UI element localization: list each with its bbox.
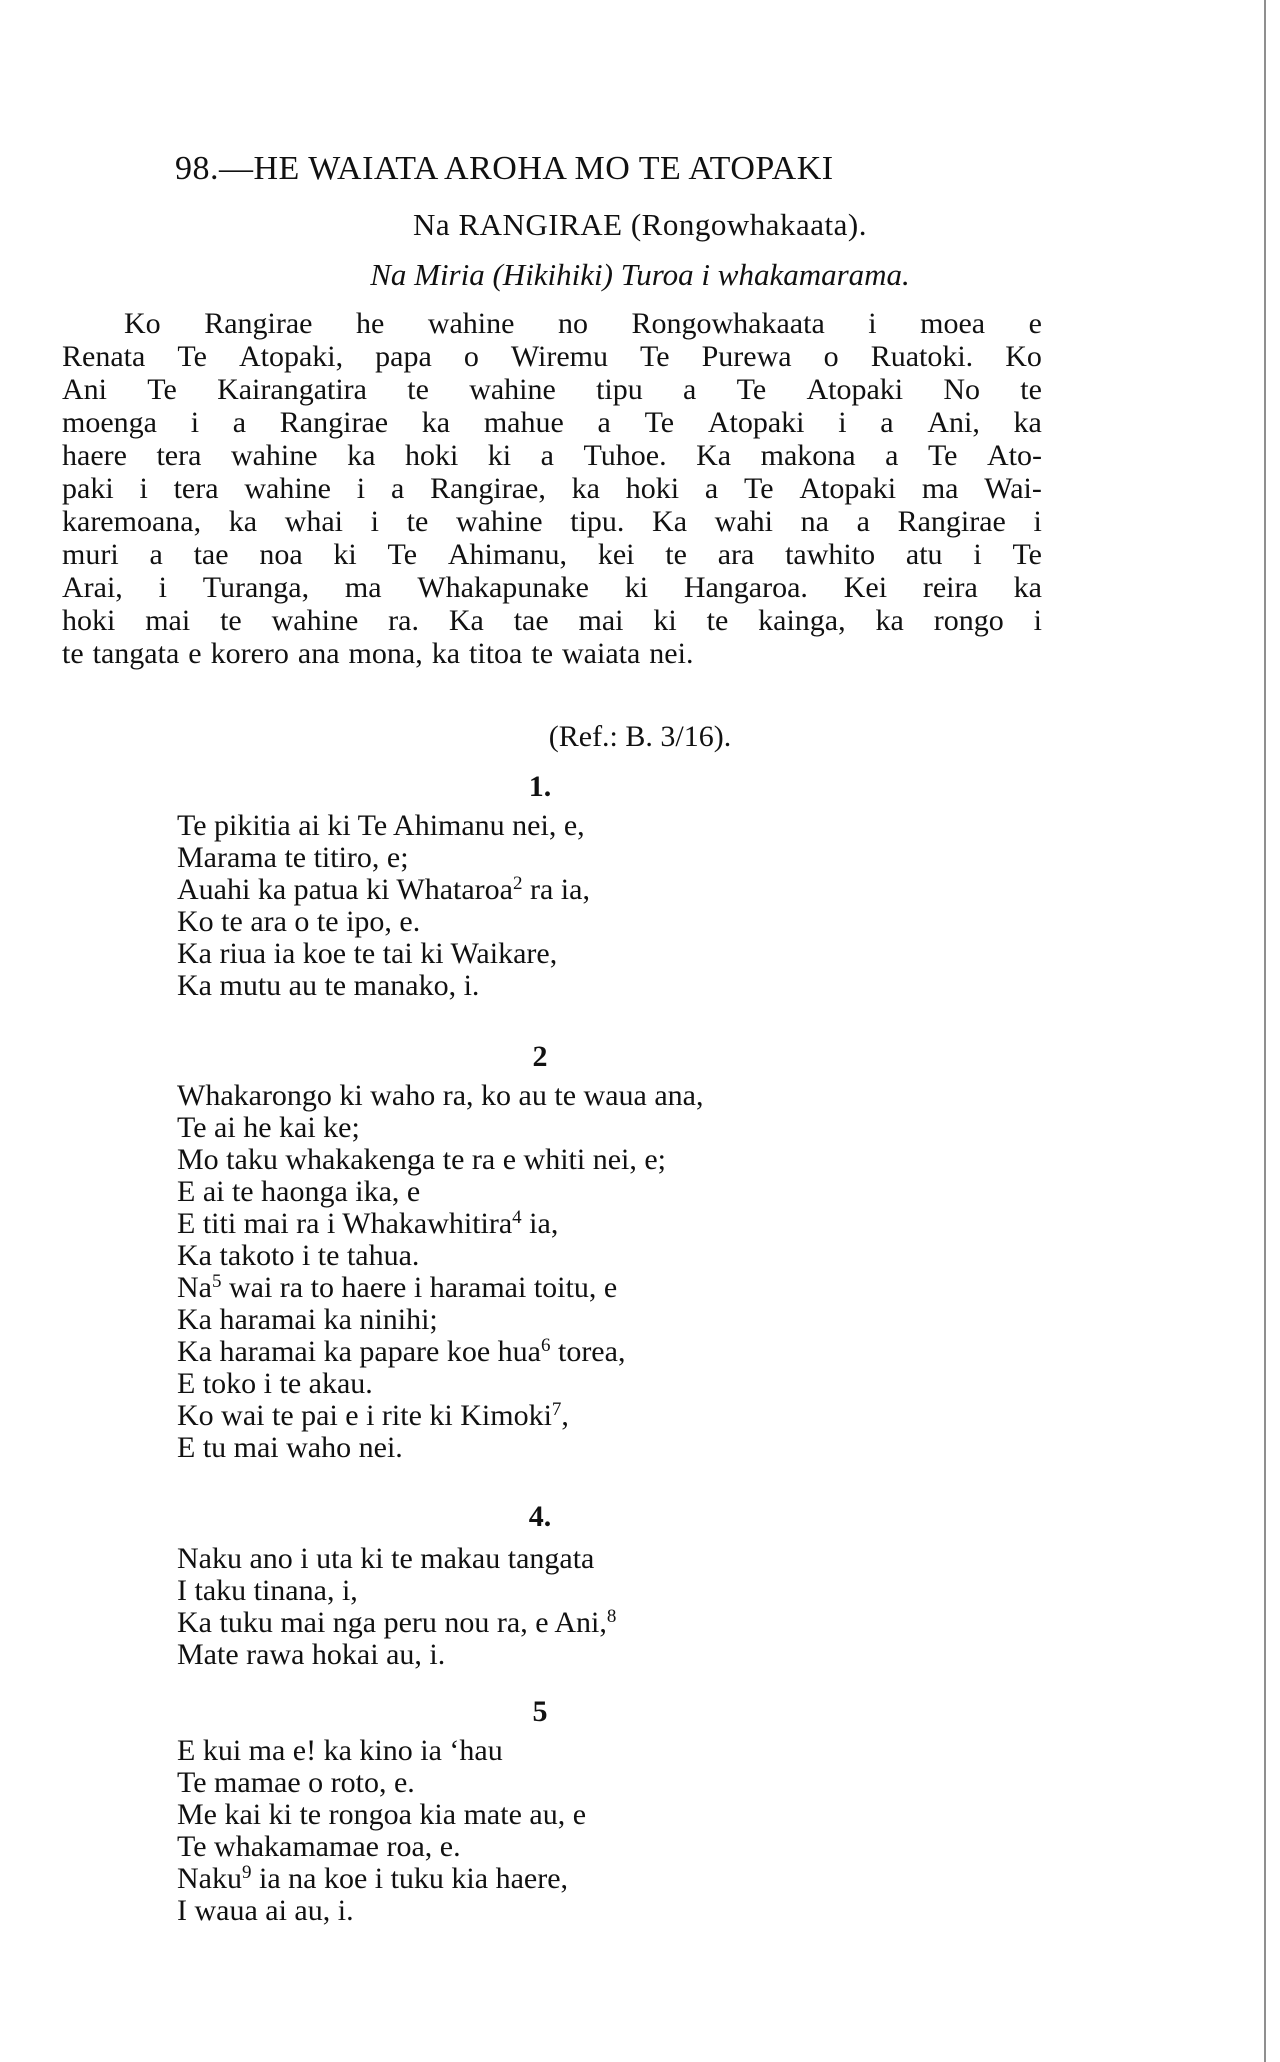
intro-word: Purewa (701, 340, 792, 373)
intro-word: Rangirae (279, 406, 389, 439)
intro-word: titoa (469, 637, 523, 670)
footnote-marker: 9 (241, 1862, 252, 1883)
intro-word: he (355, 307, 385, 340)
intro-word: tipu (596, 373, 643, 406)
intro-paragraph (62, 307, 1042, 670)
intro-word: ki (487, 439, 512, 472)
verse-line (177, 1767, 586, 1799)
verse-text: E kui ma e! ka kino ia ‘hau (177, 1734, 503, 1767)
intro-word: mahue (483, 406, 564, 439)
verse-text: Auahi ka patua ki Whataroa (177, 873, 513, 906)
stanza-2 (177, 1080, 703, 1464)
verse-line (177, 1240, 703, 1272)
intro-word: paki (62, 472, 114, 505)
verse-line (177, 1863, 586, 1895)
intro-word: Ko (1005, 340, 1042, 373)
intro-word: ka (431, 637, 461, 670)
intro-word: Wai- (984, 472, 1042, 505)
verse-line (177, 1400, 703, 1432)
intro-word: Atopaki (806, 373, 904, 406)
intro-word: na (800, 505, 829, 538)
verse-line (177, 1607, 616, 1639)
verse-line (177, 1639, 616, 1671)
intro-word: noa (259, 538, 303, 571)
intro-line (62, 406, 1042, 439)
verse-line (177, 1368, 703, 1400)
verse-text: E titi mai ra i Whakawhitira (177, 1207, 513, 1240)
intro-word: korero (210, 637, 289, 670)
verse-text: Ka haramai ka ninihi; (177, 1303, 438, 1336)
verse-line (177, 1799, 586, 1831)
intro-line (62, 472, 1042, 505)
intro-word: wahine (455, 505, 543, 538)
intro-word: e (188, 637, 202, 670)
verse-text-after-note: torea, (550, 1335, 626, 1368)
intro-word: Rongowhakaata (631, 307, 825, 340)
stanza-number-3: 4. (528, 1500, 552, 1533)
intro-word: Ko (124, 307, 161, 340)
stanza-number-4: 5 (532, 1695, 548, 1728)
intro-word: kainga, (758, 604, 846, 637)
footnote-marker: 8 (606, 1606, 617, 1627)
intro-word: Rangirae, (430, 472, 546, 505)
intro-word: Te (927, 439, 958, 472)
intro-word: e (1028, 307, 1042, 340)
intro-word: Ka (696, 439, 732, 472)
intro-word: ka (571, 472, 600, 505)
intro-line (62, 604, 1042, 637)
intro-word: tawhito (785, 538, 876, 571)
verse-text: Ko te ara o te ipo, e. (177, 905, 421, 938)
intro-word: ka (1013, 406, 1042, 439)
intro-word: no (557, 307, 588, 340)
footnote-marker: 4 (512, 1207, 522, 1228)
intro-word: Turanga, (202, 571, 310, 604)
verse-text: Marama te titiro, e; (177, 841, 409, 874)
intro-word: i (370, 505, 380, 538)
stanza-number-2: 2 (532, 1040, 548, 1073)
intro-word: whai (284, 505, 344, 538)
intro-word: ka (875, 604, 904, 637)
intro-word: a (885, 439, 899, 472)
intro-word: moea (920, 307, 986, 340)
intro-word: Arai, (62, 571, 123, 604)
intro-word: i (838, 406, 847, 439)
intro-word: i (1033, 505, 1042, 538)
intro-word: Whakapunake (417, 571, 589, 604)
intro-word: te (1020, 373, 1042, 406)
intro-word: ma (921, 472, 959, 505)
footnote-marker: 2 (512, 873, 523, 894)
intro-word: ra. (388, 604, 419, 637)
verse-text-after-note: ia na koe i tuku kia haere, (251, 1862, 569, 1895)
intro-word: ka (1013, 571, 1042, 604)
verse-line (177, 1304, 703, 1336)
intro-word: te (406, 505, 429, 538)
intro-line (62, 571, 1042, 604)
intro-word: ki (653, 604, 677, 637)
intro-word: wahine (230, 439, 318, 472)
intro-word: muri (62, 538, 119, 571)
verse-line (177, 906, 590, 938)
intro-word: a (540, 439, 554, 472)
intro-line (62, 439, 1042, 472)
intro-word: Te (640, 340, 670, 373)
verse-text: Whakarongo ki waho ra, ko au te waua ana, (177, 1079, 704, 1112)
intro-word: Te (744, 472, 774, 505)
intro-word: te (706, 604, 729, 637)
intro-word: moenga (62, 406, 157, 439)
author-name: RANGIRAE (Rongowhakaata). (458, 207, 867, 242)
intro-word: Ani, (927, 406, 980, 439)
intro-word: wahine (427, 307, 515, 340)
verse-text: Mate rawa hokai au, i. (177, 1638, 446, 1671)
intro-word: tae (513, 604, 549, 637)
verse-line (177, 970, 590, 1002)
intro-line (62, 340, 1042, 373)
intro-word: wahi (714, 505, 773, 538)
intro-word: o (463, 340, 479, 373)
intro-word: reira (922, 571, 978, 604)
song-title: 98.—HE WAIATA AROHA MO TE ATOPAKI (175, 150, 834, 187)
intro-word: Atopaki (707, 406, 805, 439)
intro-word: rongo (933, 604, 1004, 637)
verse-line (177, 842, 590, 874)
verse-text: E tu mai waho nei. (177, 1431, 403, 1464)
intro-word: Kei (843, 571, 888, 604)
intro-line (62, 538, 1042, 571)
intro-word: o (823, 340, 839, 373)
intro-word: Ruatoki. (870, 340, 974, 373)
intro-word: papa (375, 340, 432, 373)
reference: (Ref.: B. 3/16). (548, 720, 732, 753)
intro-word: Te (644, 406, 675, 439)
intro-word: te (531, 637, 554, 670)
verse-text: Ko wai te pai e i rite ki Kimoki (177, 1399, 552, 1432)
intro-word: Rangirae (204, 307, 313, 340)
intro-word: a (232, 406, 247, 439)
intro-word: te (407, 373, 429, 406)
intro-word: i (356, 472, 366, 505)
verse-line (177, 1543, 616, 1575)
verse-line (177, 1575, 616, 1607)
intro-word: ara (717, 538, 755, 571)
intro-line (62, 373, 1042, 406)
verse-text-after-note: , (561, 1399, 569, 1432)
verse-text: Te mamae o roto, e. (177, 1766, 415, 1799)
intro-word: Ka (652, 505, 688, 538)
verse-line (177, 1080, 703, 1112)
verse-text: Te ai he kai ke; (177, 1111, 360, 1144)
intro-word: te (665, 538, 687, 571)
intro-word: ka (228, 505, 258, 538)
verse-line (177, 938, 590, 970)
intro-word: te (220, 604, 242, 637)
intro-word: Te (1012, 538, 1042, 571)
verse-text: Me kai ki te rongoa kia mate au, e (177, 1798, 587, 1831)
verse-text-after-note: wai ra to haere i haramai toitu, e (221, 1271, 618, 1304)
intro-line (62, 307, 1042, 340)
verse-text: Ka haramai ka papare koe hua (177, 1335, 541, 1368)
verse-line (177, 1432, 703, 1464)
intro-word: i (190, 406, 200, 439)
intro-word: ana (297, 637, 340, 670)
intro-word: tera (156, 439, 202, 472)
intro-word: Te (177, 340, 207, 373)
intro-word: a (390, 472, 405, 505)
intro-word: Rangirae (897, 505, 1006, 538)
stanza-3 (177, 1543, 616, 1671)
intro-word: Atopaki, (238, 340, 344, 373)
intro-word: i (973, 538, 982, 571)
intro-word: nei. (649, 637, 694, 670)
verse-text: I waua ai au, i. (177, 1894, 354, 1927)
intro-word: ma (344, 571, 382, 604)
verse-text: Ka tuku mai nga peru nou ra, e Ani, (177, 1606, 607, 1639)
intro-word: ka (421, 406, 451, 439)
verse-text: Mo taku whakakenga te ra e whiti nei, e; (177, 1143, 666, 1176)
intro-word: Ahimanu, (447, 538, 568, 571)
intro-word: a (704, 472, 719, 505)
intro-word: a (149, 538, 163, 571)
verse-text: Naku ano i uta ki te makau tangata (177, 1542, 595, 1575)
verse-line (177, 1272, 703, 1304)
verse-text: Na (177, 1271, 212, 1304)
verse-line (177, 1336, 703, 1368)
intro-word: Ani (62, 373, 107, 406)
intro-word: Ato- (987, 439, 1042, 472)
verse-line (177, 1735, 586, 1767)
intro-word: Hangaroa. (683, 571, 808, 604)
intro-word: i (868, 307, 877, 340)
intro-word: i (158, 571, 167, 604)
verse-text: Ka takoto i te tahua. (177, 1239, 420, 1272)
intro-word: ki (624, 571, 649, 604)
verse-text: E toko i te akau. (177, 1367, 373, 1400)
intro-word: Atopaki (799, 472, 897, 505)
verse-text: Ka mutu au te manako, i. (177, 969, 480, 1002)
intro-word: No (943, 373, 981, 406)
footnote-marker: 6 (540, 1335, 551, 1356)
intro-word: haere (62, 439, 127, 472)
verse-text-after-note: ia, (521, 1207, 559, 1240)
intro-word: Te (387, 538, 418, 571)
intro-word: wahine (244, 472, 331, 505)
footnote-marker: 7 (551, 1399, 562, 1420)
translator-line: Na Miria (Hikihiki) Turoa i whakamarama. (370, 257, 910, 292)
footnote-marker: 5 (211, 1271, 222, 1292)
stanza-number-1: 1. (528, 770, 552, 803)
intro-word: Te (736, 373, 767, 406)
stanza-4 (177, 1735, 586, 1927)
intro-word: hoki (625, 472, 680, 505)
intro-word: Kairangatira (217, 373, 367, 406)
intro-word: hoki (62, 604, 116, 637)
intro-word: Wiremu (510, 340, 608, 373)
intro-word: mai (145, 604, 191, 637)
page-edge-shadow (1264, 0, 1274, 2062)
intro-word: hoki (404, 439, 459, 472)
intro-word: Te (147, 373, 177, 406)
intro-word: mai (578, 604, 624, 637)
verse-text: Te whakamamae roa, e. (177, 1830, 461, 1863)
verse-text: Ka riua ia koe te tai ki Waikare, (177, 937, 558, 970)
author-prefix: Na (413, 207, 451, 242)
intro-line (62, 637, 1042, 670)
intro-word: tera (173, 472, 219, 505)
intro-word: a (597, 406, 611, 439)
verse-text: Naku (177, 1862, 242, 1895)
verse-line (177, 1112, 703, 1144)
intro-word: ki (333, 538, 357, 571)
intro-word: wahine (271, 604, 359, 637)
intro-word: Renata (62, 340, 146, 373)
intro-word: i (139, 472, 148, 505)
intro-word: mona, (348, 637, 423, 670)
intro-word: a (856, 505, 870, 538)
intro-word: i (1033, 604, 1042, 637)
intro-word: a (880, 406, 894, 439)
verse-line (177, 1831, 586, 1863)
verse-line (177, 1176, 703, 1208)
intro-word: tae (193, 538, 229, 571)
intro-word: ka (347, 439, 376, 472)
intro-word: atu (905, 538, 943, 571)
intro-word: karemoana, (62, 505, 202, 538)
verse-line (177, 1208, 703, 1240)
intro-word: waiata (562, 637, 641, 670)
intro-word: te (62, 637, 84, 670)
verse-line (177, 810, 590, 842)
verse-text: E ai te haonga ika, e (177, 1175, 421, 1208)
stanza-1 (177, 810, 590, 1002)
intro-word: wahine (469, 373, 556, 406)
intro-word: tipu. (570, 505, 625, 538)
intro-word: Tuhoe. (583, 439, 667, 472)
verse-text: Te pikitia ai ki Te Ahimanu nei, e, (177, 809, 585, 842)
intro-word: kei (597, 538, 635, 571)
intro-line (62, 505, 1042, 538)
intro-word: a (683, 373, 697, 406)
author-line (0, 207, 1280, 243)
verse-line (177, 1895, 586, 1927)
verse-line (177, 1144, 703, 1176)
intro-word: Ka (448, 604, 484, 637)
verse-text-after-note: ra ia, (522, 873, 590, 906)
verse-text: I taku tinana, i, (177, 1574, 358, 1607)
verse-line (177, 874, 590, 906)
intro-word: makona (760, 439, 856, 472)
intro-word: tangata (92, 637, 180, 670)
